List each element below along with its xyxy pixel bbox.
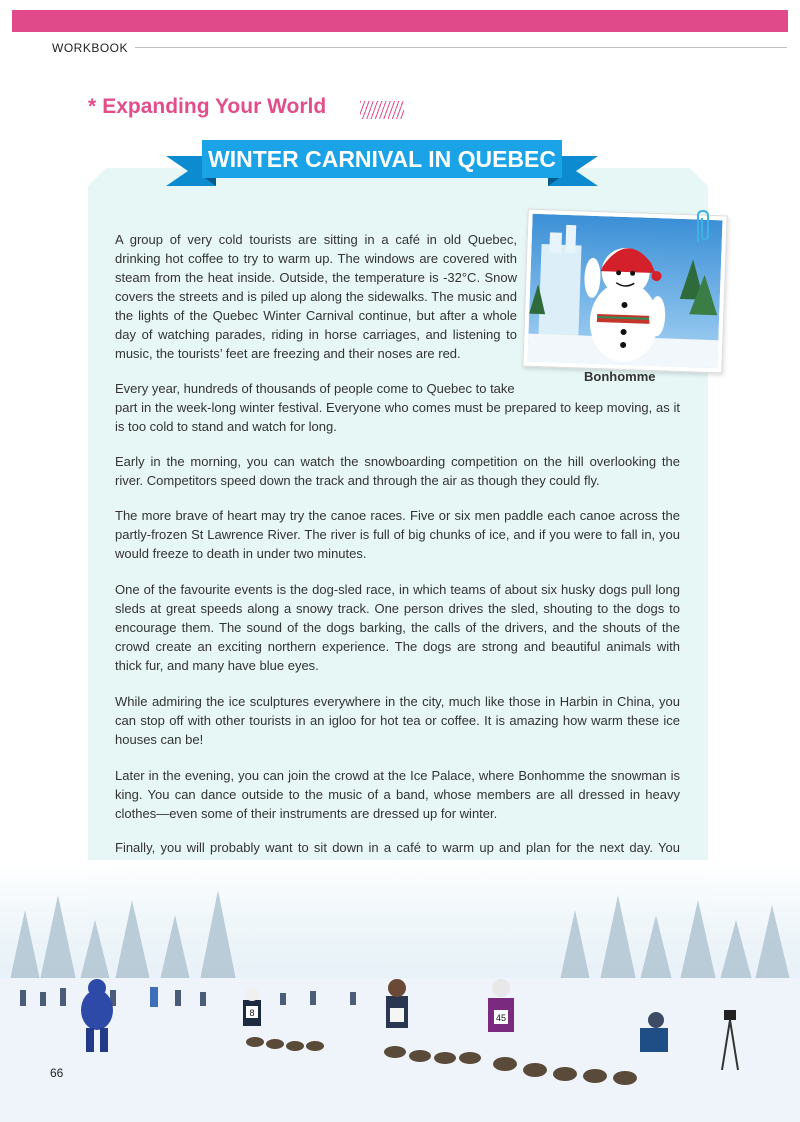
header-rule xyxy=(135,47,787,48)
title-banner xyxy=(166,138,598,190)
musher-left xyxy=(243,987,261,1026)
bib-number-right: 45 xyxy=(495,1013,507,1023)
banner-title: WINTER CARNIVAL IN QUEBEC xyxy=(202,140,562,178)
section-title-text: Expanding Your World xyxy=(102,95,327,118)
photo-caption: Bonhomme xyxy=(584,369,656,384)
section-title xyxy=(88,95,326,119)
paragraph-5: One of the favourite events is the dog-sled race, in which teams of about six husky dogs pull long sleds at great speeds along a snowy track. One person drives the sled, shouting to the dogs to encourage them. The sound of the dogs barking, the calls of the drivers, and the shouts of the crowd create an exciting northern experience. The dogs are strong and beautiful animals with thick fur, and many have blue eyes. xyxy=(115,582,680,673)
paragraph-2-continued: part in the week-long winter festival. Everyone who comes must be prepared to keep moving, as it is too cold to stand and watch for long. xyxy=(115,400,680,434)
paragraph-1: A group of very cold tourists are sitting in a café in old Quebec, drinking hot coffee to try to warm up. The windows are covered with steam from the heat inside. Outside, the temperature is -32°C. Snow covers the streets and is piled up along the sidewalks. The music and the lights of the Quebec Winter Carnival continue, but after a whole day of watching parades, riding in horse carriages, and listening to music, the tourists’ feet are freezing and their noses are red. xyxy=(115,232,517,361)
star-icon: * xyxy=(88,95,97,118)
paperclip-icon xyxy=(690,208,716,246)
paragraph-2-first-line: Every year, hundreds of thousands of people come to Quebec to take xyxy=(115,381,515,396)
paragraph-6: While admiring the ice sculptures everywhere in the city, much like those in Harbin in China, you can stop off with other tourists in an igloo for hot tea or coffee. It is amazing how warm these ice houses can be! xyxy=(115,694,680,747)
dog-sled-scene xyxy=(0,860,800,1122)
page-number: 66 xyxy=(50,1066,64,1080)
hatch-decoration xyxy=(360,101,404,119)
musher-center xyxy=(386,979,408,1028)
paragraph-8: Finally, you will probably want to sit down in a café to warm up and plan for the next day. You xyxy=(115,840,680,855)
bib-number-left: 8 xyxy=(249,1008,255,1018)
paragraph-4: The more brave of heart may try the canoe races. Five or six men paddle each canoe across the partly-frozen St Lawrence River. The river is full of big chunks of ice, and if you were to fall in, you would freeze to death in under two minutes. xyxy=(115,508,680,561)
paragraph-7: Later in the evening, you can join the crowd at the Ice Palace, where Bonhomme the snowman is king. You can dance outside to the music of a band, whose members are all dressed in heavy clothes—even some of their instruments are dressed up for winter. xyxy=(115,768,680,821)
top-color-bar xyxy=(12,10,788,32)
workbook-label: WORKBOOK xyxy=(52,41,129,55)
paragraph-3: Early in the morning, you can watch the snowboarding competition on the hill overlooking the river. Competitors speed down the track and through the air as though they could fly. xyxy=(115,454,680,488)
